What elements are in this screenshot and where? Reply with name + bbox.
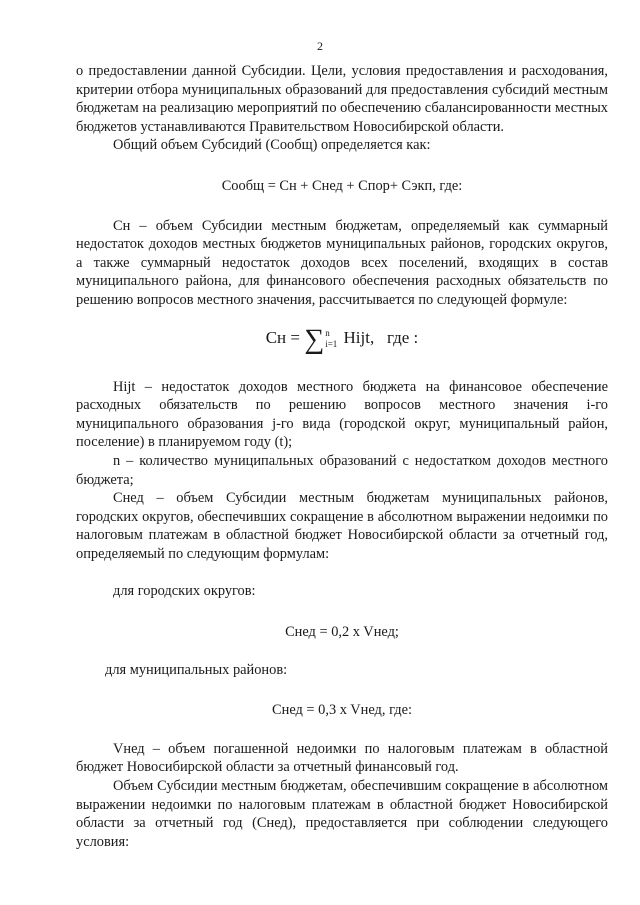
label-municipal-districts: для муниципальных районов: [105,661,288,678]
paragraph-vned-definition: Vнед – объем погашенной недоимки по налоговым платежам в областной бюджет Новосибирской области за отчетный финансовый год. [76,740,608,776]
sum-lower-limit: i=1 [325,338,338,349]
document-body [76,62,608,851]
paragraph-intro: о предоставлении данной Субсидии. Цели, условия предоставления и расходования, критерии отбора муниципальных образований для предоставления субсидий местным бюджетам на реализацию мероприятий по обеспечению сбалансированности местных бюджетов устанавливаются Правительством Новосибирской области. [76,63,608,135]
sum-upper-limit: n [325,327,330,338]
paragraph-total-subsidy: Общий объем Субсидий (Сообщ) определяется как: [113,137,431,154]
label-city-districts: для городских округов: [113,583,256,600]
formula-cn [76,321,608,355]
page-number: 2 [317,39,323,53]
paragraph-n-definition: n – количество муниципальных образований с недостатком доходов местного бюджета; [76,452,608,488]
paragraph-sned-definition: Снед – объем Субсидии местным бюджетам муниципальных районов, городских округов, обеспечивших сокращение в абсолютном выражении недоимки по налоговым платежам в областной бюджет Новосибирской области за отчетный год, определяемый по следующим формулам: [76,490,608,562]
formula-sned-city: Снед = 0,2 x Vнед; [285,624,399,641]
paragraph-cn-definition: Сн – объем Субсидии местным бюджетам, определяемый как суммарный недостаток доходов местных бюджетов муниципальных районов, городских округов, а также суммарный недостаток доходов всех поселений, входящих в состав муниципального района, для финансового обеспечения расходных обязательств по решению вопросов местного значения, рассчитывается по следующей формуле: [76,217,608,308]
formula-cn-term: Hijt, [343,327,375,347]
formula-sned-municipal: Снед = 0,3 x Vнед, где: [272,702,412,719]
formula-cn-tail: где : [386,327,419,347]
sum-limits [325,328,337,350]
formula-total-subsidy: Сообщ = Сн + Снед + Спор+ Сэкп, где: [221,177,463,194]
sigma-symbol: ∑ [304,323,325,355]
paragraph-sned-condition: Объем Субсидии местным бюджетам, обеспечившим сокращение в абсолютном выражении недоимки по налоговым платежам в областной бюджет Новосибирской области за отчетный год (Снед), предоставляется при соблюдении следующего условия: [76,778,608,850]
paragraph-hijt-definition: Hijt – недостаток доходов местного бюджета на финансовое обеспечение расходных обязательств по решению вопросов местного значения i-го муниципального образования j-го вида (городской округ, муниципальный район, поселение) в планируемом году (t); [76,378,608,451]
formula-cn-lhs: Сн = [265,327,300,347]
